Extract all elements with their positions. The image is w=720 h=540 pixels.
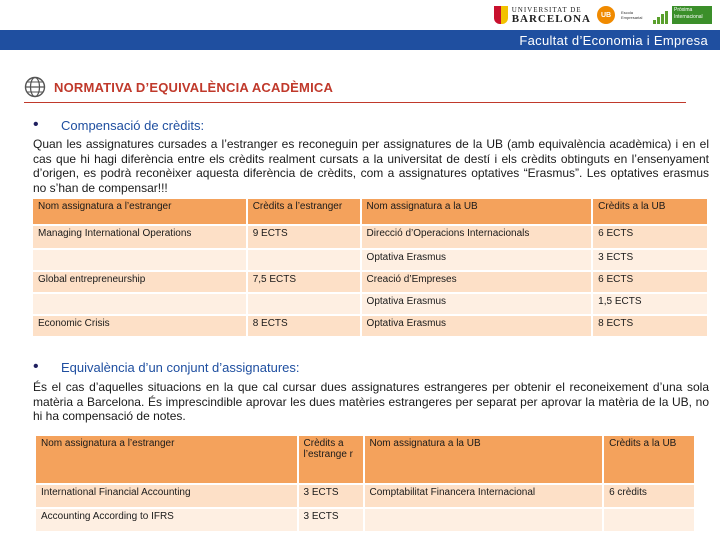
table-cell: 1,5 ECTS bbox=[592, 293, 708, 315]
section2-heading-text: Equivalència d’un conjunt d’assignatures: bbox=[61, 360, 300, 375]
green-bar-icon bbox=[653, 20, 656, 24]
table-header-row bbox=[36, 436, 695, 484]
faculty-band bbox=[0, 30, 720, 50]
table-cell: Creació d’Empreses bbox=[361, 271, 593, 293]
green-logo bbox=[653, 6, 712, 24]
green-bar-icon bbox=[665, 11, 668, 24]
green-bar-icon bbox=[657, 17, 660, 24]
table-header-cell: Nom assignatura a l’estranger bbox=[36, 436, 298, 484]
compensation-table bbox=[33, 199, 709, 338]
table-cell: Managing International Operations bbox=[33, 225, 247, 249]
school-logo-text: Escola Empresarial bbox=[621, 10, 643, 20]
table-cell: 3 ECTS bbox=[298, 508, 364, 532]
table-header-cell: Crèdits a l’estrange r bbox=[298, 436, 364, 484]
table-header-cell: Nom assignatura a la UB bbox=[364, 436, 604, 484]
table-cell: 8 ECTS bbox=[247, 315, 361, 337]
bullet-icon: • bbox=[33, 358, 39, 375]
table-cell: Optativa Erasmus bbox=[361, 293, 593, 315]
table-cell: 3 ECTS bbox=[592, 249, 708, 271]
table-cell: Comptabilitat Financera Internacional bbox=[364, 484, 604, 508]
table-cell: 6 ECTS bbox=[592, 271, 708, 293]
green-bar-icon bbox=[661, 14, 664, 24]
table-cell: Direcció d’Operacions Internacionals bbox=[361, 225, 593, 249]
table-cell bbox=[364, 508, 604, 532]
page-title: NORMATIVA D’EQUIVALÈNCIA ACADÈMICA bbox=[54, 80, 334, 95]
bullet-icon: • bbox=[33, 116, 39, 133]
title-divider bbox=[24, 102, 686, 103]
table-header-row bbox=[33, 199, 708, 225]
table-row bbox=[33, 225, 708, 249]
ub-logo-line1: UNIVERSITAT DE bbox=[511, 6, 582, 14]
table-cell bbox=[603, 508, 695, 532]
table-header-cell: Nom assignatura a la UB bbox=[361, 199, 593, 225]
table-header-cell: Nom assignatura a l’estranger bbox=[33, 199, 247, 225]
table-cell: 6 ECTS bbox=[592, 225, 708, 249]
section1-paragraph: Quan les assignatures cursades a l’estranger es reconeguin per assignatures de la UB (amb equivalència acadèmica) i en el cas que hi hagi diferència entre els crèdits realment cursats a la universitat de destí i els crèdits obtinguts en l’ensenyament d’origen, es podrà reconèixer aquesta diferència de crèdits, com a assignatures optatives “Erasmus”. Les optatives erasmus no s’han de compensar!!! bbox=[33, 137, 709, 195]
circle-logo: UB bbox=[597, 6, 615, 24]
table-cell bbox=[33, 293, 247, 315]
table-row bbox=[33, 271, 708, 293]
ub-logo bbox=[494, 6, 591, 24]
table-row bbox=[33, 249, 708, 271]
table-cell: 3 ECTS bbox=[298, 484, 364, 508]
table-cell: Global entrepreneurship bbox=[33, 271, 247, 293]
table-header-cell: Crèdits a l’estranger bbox=[247, 199, 361, 225]
table-row bbox=[33, 293, 708, 315]
section2-paragraph: És el cas d’aquelles situacions en la que cal cursar dues assignatures estrangeres per obtenir el reconeixement d’una sola matèria a Barcelona. És imprescindible aprovar les dues matèries estrangeres per separat per aprovar la matèria de la UB, no hi ha compensació de notes. bbox=[33, 380, 709, 423]
table-header-cell: Crèdits a la UB bbox=[592, 199, 708, 225]
table-cell: 8 ECTS bbox=[592, 315, 708, 337]
faculty-name: Facultat d’Economia i Empresa bbox=[519, 33, 708, 48]
table-cell: 6 crèdits bbox=[603, 484, 695, 508]
table-cell bbox=[33, 249, 247, 271]
globe-icon bbox=[24, 76, 46, 98]
table-row bbox=[36, 484, 695, 508]
table-cell: International Financial Accounting bbox=[36, 484, 298, 508]
section1-heading-text: Compensació de crèdits: bbox=[61, 118, 205, 133]
table-cell: Optativa Erasmus bbox=[361, 315, 593, 337]
table-cell: 7,5 ECTS bbox=[247, 271, 361, 293]
equivalence-table bbox=[36, 436, 696, 533]
table-row bbox=[33, 315, 708, 337]
ub-logo-line2: BARCELONA bbox=[511, 13, 591, 25]
table-cell: 9 ECTS bbox=[247, 225, 361, 249]
partner-logos bbox=[494, 2, 712, 28]
table-cell: Accounting According to IFRS bbox=[36, 508, 298, 532]
table-cell: Optativa Erasmus bbox=[361, 249, 593, 271]
table-cell bbox=[247, 293, 361, 315]
ub-shield-icon bbox=[494, 6, 508, 24]
table-row bbox=[36, 508, 695, 532]
table-cell: Economic Crisis bbox=[33, 315, 247, 337]
table-cell bbox=[247, 249, 361, 271]
table-header-cell: Crèdits a la UB bbox=[603, 436, 695, 484]
green-logo-box: Pròxima Internacional bbox=[672, 6, 712, 24]
